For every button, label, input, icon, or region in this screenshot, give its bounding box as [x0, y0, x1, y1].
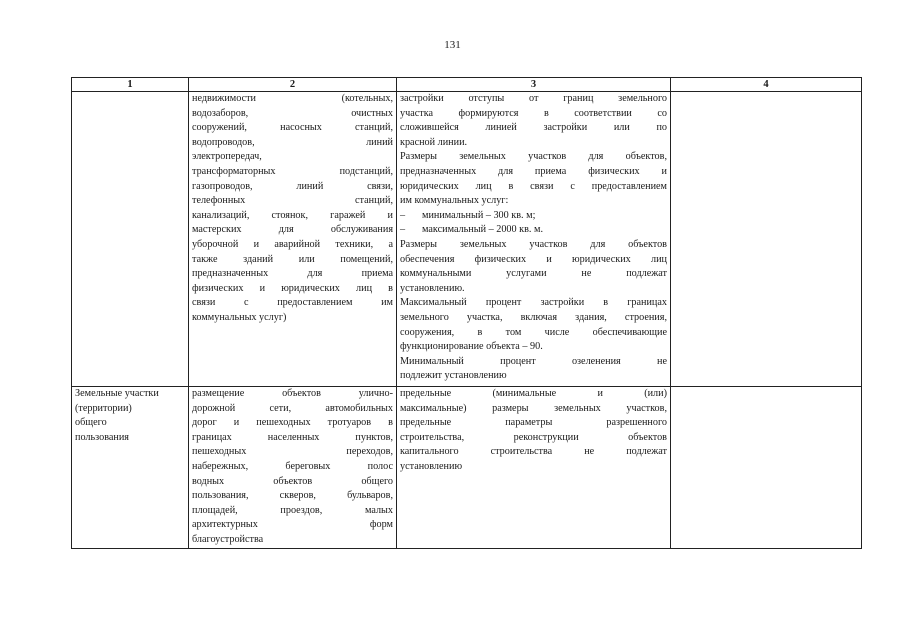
cell-text-line: границах населенных пунктов,	[192, 431, 393, 443]
cell-text-line: предназначенных для приема	[192, 268, 393, 280]
cell-text-line	[400, 223, 667, 238]
cell-text-line: предельные (минимальные и (или)	[400, 388, 667, 399]
cell-text-line: трансформаторных подстанций,	[192, 165, 393, 177]
table-cell-col-2	[189, 387, 397, 549]
table-cell-col-4	[671, 387, 862, 549]
column-header-4: 4	[671, 78, 862, 92]
table-cell-col-2	[189, 92, 397, 387]
cell-text-line: участка формируются в соответствии со	[400, 107, 667, 119]
cell-text-line: коммунальных услуг)	[192, 311, 287, 323]
cell-text-line: функционирование объекта – 90.	[400, 341, 543, 353]
cell-text-line: мастерских для обслуживания	[192, 224, 393, 236]
cell-text-line: Земельные участки	[75, 388, 159, 399]
table-header-row	[72, 78, 862, 92]
cell-text-line: физических и юридических лиц в	[192, 282, 393, 294]
table-cell-col-1	[72, 387, 189, 549]
cell-text-line: Размеры земельных участков для объектов,	[400, 151, 667, 163]
cell-text-line: установлению.	[400, 282, 465, 294]
column-header-1: 1	[72, 78, 189, 92]
cell-text-line: (территории)	[75, 402, 132, 414]
cell-text-line: также зданий или помещений,	[192, 253, 393, 265]
cell-text-line: площадей, проездов, малых	[192, 504, 393, 516]
cell-text-line: архитектурных форм	[192, 519, 393, 531]
cell-text-line: пользования, скверов, бульваров,	[192, 490, 393, 502]
cell-text-line: красной линии.	[400, 136, 468, 148]
cell-text-line: застройки отступы от границ земельного	[400, 93, 667, 104]
cell-text-line: Размеры земельных участков для объектов	[400, 238, 667, 250]
cell-text-line: предназначенных для приема физических и	[400, 165, 667, 177]
page-number: 131	[444, 39, 461, 51]
column-header-2: 2	[189, 78, 397, 92]
cell-text-line: обеспечения физических и юридических лиц	[400, 253, 667, 265]
cell-text-line: размещение объектов улично-	[192, 388, 393, 399]
table-row	[72, 92, 862, 387]
cell-text-line: пешеходных переходов,	[192, 446, 393, 458]
cell-text-line: Минимальный процент озеленения не	[400, 355, 667, 367]
cell-text-line: канализаций, стоянок, гаражей и	[192, 209, 393, 221]
dash-marker: –	[400, 209, 406, 221]
list-item-text: максимальный – 2000 кв. м.	[422, 224, 543, 236]
table-cell-col-4	[671, 92, 862, 387]
table-cell-col-1	[72, 92, 189, 387]
cell-text-line: Максимальный процент застройки в границах	[400, 297, 667, 309]
cell-text-line: капитального строительства не подлежат	[400, 446, 667, 458]
cell-text-line: земельного участка, включая здания, строения,	[400, 311, 667, 323]
regulations-table	[71, 77, 862, 549]
cell-text-line: предельные параметры разрешенного	[400, 417, 667, 429]
cell-text-line: пользования	[75, 431, 129, 443]
cell-text-line: сложившейся линией застройки или по	[400, 122, 667, 134]
cell-text-line: максимальные) размеры земельных участков,	[400, 402, 667, 414]
table-cell-col-3	[397, 387, 671, 549]
cell-text-line: строительства, реконструкции объектов	[400, 431, 667, 443]
cell-text-line	[400, 209, 667, 224]
cell-text-line: сооружения, в том числе обеспечивающие	[400, 326, 667, 338]
cell-text-line: коммунальными услугами не подлежат	[400, 268, 667, 280]
cell-text-line: общего	[75, 417, 107, 429]
table-cell-col-3	[397, 92, 671, 387]
cell-text-line: газопроводов, линий связи,	[192, 180, 393, 192]
cell-text-line: установлению	[400, 460, 463, 472]
cell-text-line: водных объектов общего	[192, 475, 393, 487]
cell-text-line: электропередач,	[192, 151, 262, 163]
cell-text-line: юридических лиц в связи с предоставлением	[400, 180, 667, 192]
cell-text-line: недвижимости (котельных,	[192, 93, 393, 104]
cell-text-line: набережных, береговых полос	[192, 460, 393, 472]
cell-text-line: уборочной и аварийной техники, а	[192, 238, 393, 250]
cell-text-line: им коммунальных услуг:	[400, 195, 509, 207]
dash-marker: –	[400, 224, 406, 236]
list-item-text: минимальный – 300 кв. м;	[422, 209, 536, 221]
cell-text-line: водозаборов, очистных	[192, 107, 393, 119]
column-header-3: 3	[397, 78, 671, 92]
cell-text-line: благоустройства	[192, 533, 264, 545]
cell-text-line: дорог и пешеходных тротуаров в	[192, 417, 393, 429]
cell-text-line: связи с предоставлением им	[192, 297, 393, 309]
cell-text-line: подлежит установлению	[400, 370, 507, 382]
cell-text-line: сооружений, насосных станций,	[192, 122, 393, 134]
cell-text-line: водопроводов, линий	[192, 136, 393, 148]
cell-text-line: дорожной сети, автомобильных	[192, 402, 393, 414]
cell-text-line: телефонных станций,	[192, 195, 393, 207]
table-row	[72, 387, 862, 549]
